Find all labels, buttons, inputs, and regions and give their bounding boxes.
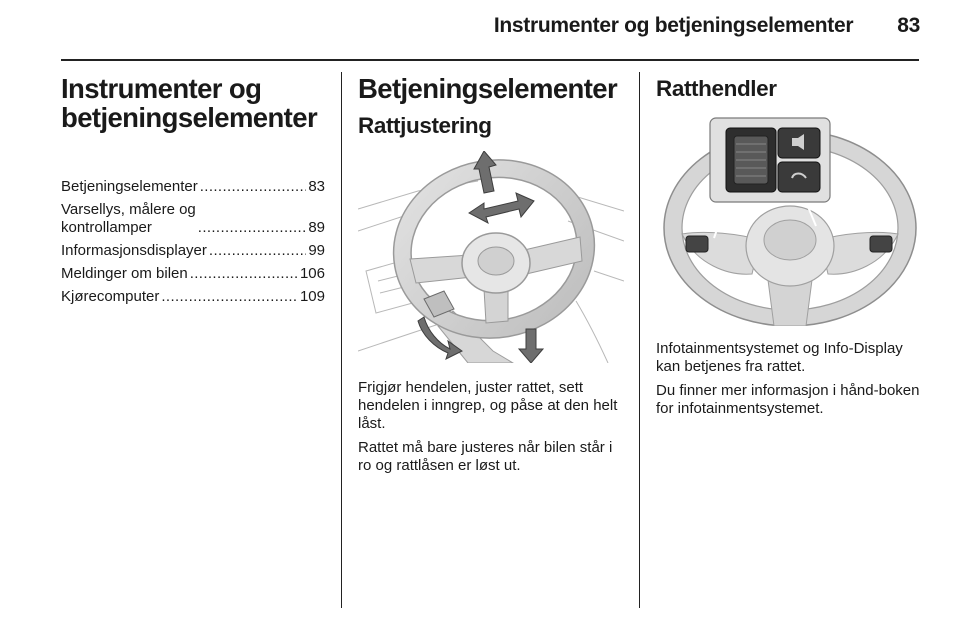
arrow-down-icon <box>519 329 543 363</box>
column-divider-2 <box>639 72 640 608</box>
toc-leader <box>190 265 298 283</box>
toc-entry-meldinger[interactable] <box>61 265 325 283</box>
toc-entry-page: 109 <box>299 288 325 305</box>
column-steering-controls <box>656 74 921 424</box>
toc-entry-title-line-1: Varsellys, målere og <box>61 201 196 218</box>
chapter-title <box>61 74 325 132</box>
toc-entry-title: Kjørecomputer <box>61 288 160 305</box>
toc-entry-betjeningselementer[interactable] <box>61 178 325 196</box>
steering-adjustment-text <box>358 379 624 475</box>
arrow-horizontal-icon <box>469 193 534 223</box>
toc-entry-title: Informasjonsdisplayer <box>61 242 207 259</box>
toc-entry-varsellys[interactable] <box>61 201 325 237</box>
running-header-title: Instrumenter og betjeningselementer <box>493 14 854 37</box>
running-header <box>494 14 920 38</box>
subsection-title-rattjustering: Rattjustering <box>358 113 492 138</box>
toc-entry-page: 89 <box>308 219 325 236</box>
toc-entry-title-line-2: kontrollamper <box>61 219 152 236</box>
toc-leader <box>200 178 307 196</box>
chapter-title-line-1: Instrumenter og <box>61 73 262 104</box>
inset-button-lower <box>778 162 820 192</box>
right-button-cluster <box>870 236 892 252</box>
controls-inset <box>710 118 830 202</box>
left-button-cluster <box>686 236 708 252</box>
toc-entry-page: 99 <box>308 242 325 259</box>
subsection-title-ratthendler: Ratthendler <box>656 76 777 101</box>
toc-entry-informasjonsdisplayer[interactable] <box>61 242 325 260</box>
steering-controls-text <box>656 340 921 418</box>
steering-controls-illustration <box>656 114 921 326</box>
paragraph-2: Du finner mer informasjon i hånd-boken for infotainmentsystemet. <box>656 382 920 417</box>
column-steering-adjustment <box>358 74 624 481</box>
table-of-contents <box>61 178 325 306</box>
chapter-title-line-2: betjeningselementer <box>61 102 318 133</box>
paragraph-1: Frigjør hendelen, juster rattet, sett hendelen i inngrep, og påse at den helt låst. <box>358 379 618 432</box>
header-rule <box>61 59 919 61</box>
paragraph-1: Infotainmentsystemet og Info-Display kan betjenes fra rattet. <box>656 340 903 375</box>
steering-adjustment-illustration <box>358 151 624 363</box>
paragraph-2: Rattet må bare justeres når bilen står i ro og rattlåsen er løst ut. <box>358 439 613 474</box>
steering-wheel <box>390 154 599 344</box>
toc-leader <box>209 242 306 260</box>
toc-entry-title <box>61 201 196 237</box>
column-chapter-contents <box>61 74 325 311</box>
page-number: 83 <box>897 14 920 37</box>
toc-leader <box>161 288 298 306</box>
toc-entry-kjorecomputer[interactable] <box>61 288 325 306</box>
column-divider-1 <box>341 72 342 608</box>
toc-entry-title: Betjeningselementer <box>61 178 198 195</box>
toc-entry-page: 83 <box>308 178 325 195</box>
toc-leader <box>198 219 307 237</box>
toc-entry-page: 106 <box>299 265 325 282</box>
toc-entry-title: Meldinger om bilen <box>61 265 188 282</box>
section-title: Betjeningselementer <box>358 73 618 104</box>
